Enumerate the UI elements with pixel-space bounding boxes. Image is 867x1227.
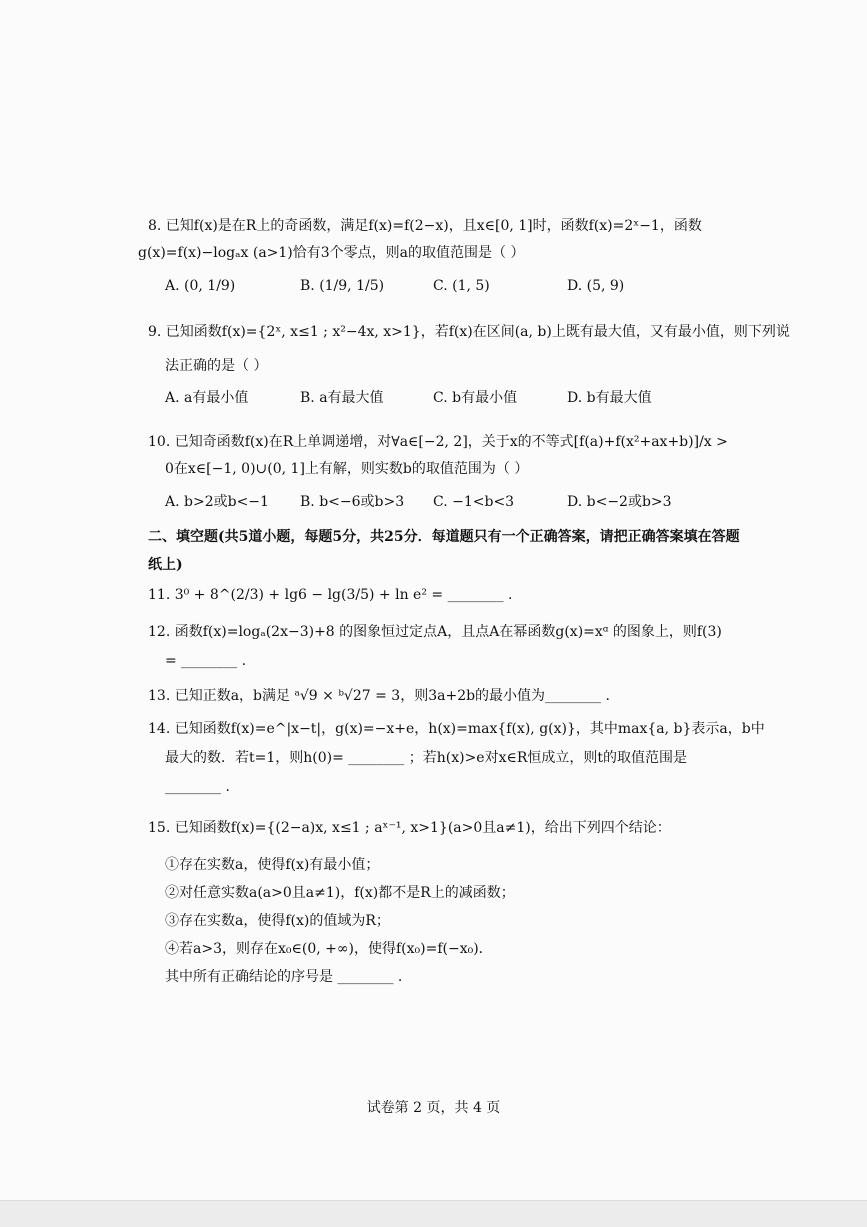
q10-option-c: C. −1<b<3 xyxy=(433,494,515,510)
q10-line1: 10. 已知奇函数f(x)在R上单调递增，对∀a∈[−2, 2]，关于x的不等式[f(a)+f(x²+ax+b)]/x > xyxy=(148,434,728,450)
q15-answer-prompt: 其中所有正确结论的序号是 ________ . xyxy=(165,969,403,985)
page-footer: 试卷第 2 页，共 4 页 xyxy=(366,1100,501,1116)
q8-option-b: B. (1/9, 1/5) xyxy=(300,278,385,294)
q9-line1: 9. 已知函数f(x)={2ˣ, x≤1 ; x²−4x, x>1}，若f(x)在区间(a, b)上既有最大值，又有最小值，则下列说 xyxy=(148,324,790,340)
q8-line2: g(x)=f(x)−logₐx (a>1)恰有3个零点，则a的取值范围是（ ） xyxy=(138,245,525,261)
q9-option-b: B. a有最大值 xyxy=(300,390,384,406)
q9-option-c: C. b有最小值 xyxy=(433,390,518,406)
q11-text: 11. 3⁰ + 8^(2/3) + lg6 − lg(3/5) + ln e² = ________ . xyxy=(148,587,513,603)
q15-line1: 15. 已知函数f(x)={(2−a)x, x≤1 ; aˣ⁻¹, x>1}(a>0且a≠1)，给出下列四个结论： xyxy=(148,820,671,836)
q8-option-a: A. (0, 1/9) xyxy=(165,278,236,294)
section2-heading-line1: 二、填空题(共5道小题，每题5分，共25分．每道题只有一个正确答案，请把正确答案填在答题 xyxy=(148,529,740,545)
q8-option-c: C. (1, 5) xyxy=(433,278,490,294)
q15-conclusion-4: ④若a>3，则存在x₀∈(0, +∞)，使得f(x₀)=f(−x₀)． xyxy=(165,941,493,957)
q12-line2: = ________ . xyxy=(165,653,247,669)
q10-option-b: B. b<−6或b>3 xyxy=(300,494,405,510)
q14-line1: 14. 已知函数f(x)=e^|x−t|，g(x)=−x+e，h(x)=max{f(x), g(x)}，其中max{a, b}表示a，b中 xyxy=(148,721,765,737)
q8-option-d: D. (5, 9) xyxy=(567,278,625,294)
viewer-bottom-bar xyxy=(0,1200,867,1227)
q10-line2: 0在x∈[−1, 0)∪(0, 1]上有解，则实数b的取值范围为（ ） xyxy=(165,461,529,477)
q9-option-a: A. a有最小值 xyxy=(165,390,249,406)
q9-option-d: D. b有最大值 xyxy=(567,390,652,406)
q14-line3: ________ . xyxy=(165,779,230,795)
q15-conclusion-2: ②对任意实数a(a>0且a≠1)，f(x)都不是R上的减函数； xyxy=(165,885,515,901)
q9-line2: 法正确的是（ ） xyxy=(165,358,268,374)
q15-conclusion-1: ①存在实数a，使得f(x)有最小值； xyxy=(165,857,380,873)
q10-option-a: A. b>2或b<−1 xyxy=(165,494,269,510)
q10-option-d: D. b<−2或b>3 xyxy=(567,494,672,510)
q14-line2: 最大的数．若t=1，则h(0)= ________ ；若h(x)>e对x∈R恒成立，则t的取值范围是 xyxy=(165,750,688,766)
q15-conclusion-3: ③存在实数a，使得f(x)的值域为R； xyxy=(165,913,390,929)
section2-heading-line2: 纸上) xyxy=(148,557,183,573)
q8-line1: 8. 已知f(x)是在R上的奇函数，满足f(x)=f(2−x)，且x∈[0, 1]时，函数f(x)=2ˣ−1，函数 xyxy=(148,218,702,234)
q12-line1: 12. 函数f(x)=logₐ(2x−3)+8 的图象恒过定点A，且点A在幂函数g(x)=xᵅ 的图象上，则f(3) xyxy=(148,624,722,640)
q13-text: 13. 已知正数a，b满足 ᵃ√9 × ᵇ√27 = 3，则3a+2b的最小值为________ . xyxy=(148,688,610,704)
